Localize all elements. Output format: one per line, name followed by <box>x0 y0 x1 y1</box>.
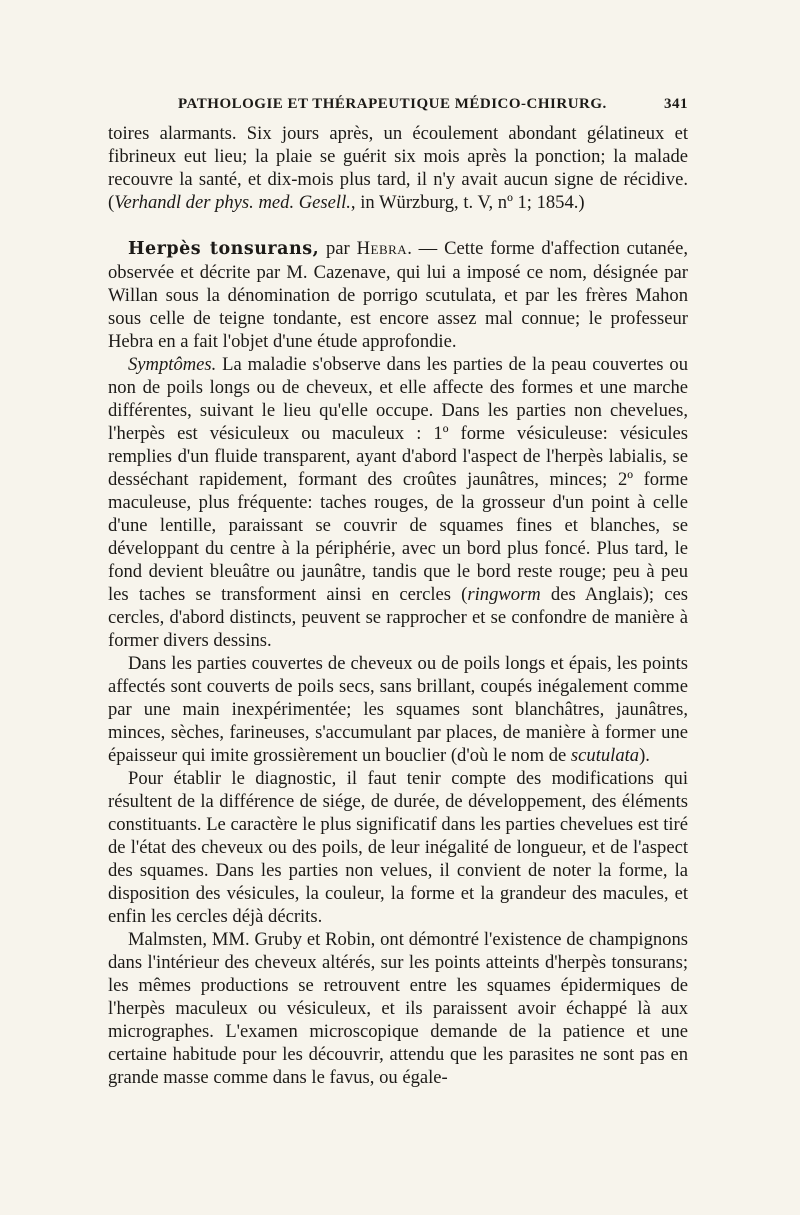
ringworm-term: ringworm <box>467 584 541 605</box>
running-head <box>178 96 688 122</box>
running-head-title: PATHOLOGIE ET THÉRAPEUTIQUE MÉDICO-CHIRURG. <box>178 96 607 112</box>
scutulata-term: scutulata <box>570 745 640 766</box>
citation: Verhandl der phys. med. Gesell. <box>114 192 351 213</box>
paragraph-parasites: Malmsten, MM. Gruby et Robin, ont démontré l'existence de champignons dans l'intérieur des cheveux altérés, sur les points atteints d'herpès tonsurans; les mêmes productions se retrouvent entre les squames épidermiques de l'herpès maculeux ou vésiculeux, et ils paraissent avoir échappé là aux micrographes. L'examen microscopique demande de la patience et une certaine habitude pour les découvrir, attendu que les parasites ne sont pas en grande masse comme dans le favus, ou égale- <box>108 929 688 1088</box>
symptoms-label: Symptômes. <box>128 354 217 375</box>
paragraph-entry: Herpès tonsurans, par Hebra. — Cette forme d'affection cutanée, observée et décrite par M. Cazenave, qui lui a imposé ce nom, désignée par Willan sous la dénomination de porrigo scutulata, et par les frères Mahon sous celle de teigne tondante, est encore assez mal connue; le professeur Hebra en a fait l'objet d'une étude approfondie. <box>108 238 688 352</box>
entry-term: Herpès tonsurans, <box>128 239 320 259</box>
entry-author: Hebra <box>356 238 408 259</box>
paragraph-continuation: toires alarmants. Six jours après, un écoulement abondant gélatineux et fibrineux eut lieu; la plaie se guérit six mois après la ponction; la malade recouvre la santé, et dix-mois plus tard, il n'y avait aucun signe de récidive. (Verhandl der phys. med. Gesell., in Würzburg, t. V, nº 1; 1854.) <box>108 123 688 213</box>
paragraph-symptoms: Symptômes. La maladie s'observe dans les parties de la peau couvertes ou non de poils longs ou de cheveux, et elle affecte des formes et une marche différentes, suivant le lieu qu'elle occupe. Dans les parties non chevelues, l'herpès est vésiculeux ou maculeux : 1º forme vésiculeuse: vésicules remplies d'un fluide transparent, ayant d'abord l'aspect de l'herpès labialis, se desséchant rapidement, formant des croûtes jaunâtres, minces; 2º forme maculeuse, plus fréquente: taches rouges, de la grosseur d'un point à celle d'une lentille, paraissant se couvrir de squames fines et blanches, se développant du centre à la périphérie, avec un bord plus foncé. Plus tard, le fond devient bleuâtre ou jaunâtre, tandis que le bord reste rouge; peu à peu les taches se transforment ainsi en cercles (ringworm des Anglais); ces cercles, d'abord distincts, peuvent se rapprocher et se confondre de manière à former divers dessins. <box>108 354 688 651</box>
section-gap <box>108 214 688 237</box>
page-number: 341 <box>664 96 688 112</box>
body-text <box>108 122 688 1089</box>
paragraph-covered-parts: Dans les parties couvertes de cheveux ou de poils longs et épais, les points affectés sont couverts de poils secs, sans brillant, coupés inégalement comme par une main inexpérimentée; les squames sont blanchâtres, jaunâtres, minces, sèches, farineuses, s'accumulant par places, de manière à former une épaisseur qui imite grossièrement un bouclier (d'où le nom de scutulata). <box>108 653 688 766</box>
book-page <box>108 96 688 1089</box>
paragraph-diagnosis: Pour établir le diagnostic, il faut tenir compte des modifications qui résultent de la différence de siége, de durée, de développement, des éléments constituants. Le caractère le plus significatif dans les parties chevelues est tiré de l'état des cheveux ou des poils, de leur inégalité de longueur, et de l'aspect des squames. Dans les parties non velues, il convient de noter la forme, la disposition des vésicules, la couleur, la forme et la grandeur des macules, et enfin les cercles déjà décrits. <box>108 768 688 927</box>
